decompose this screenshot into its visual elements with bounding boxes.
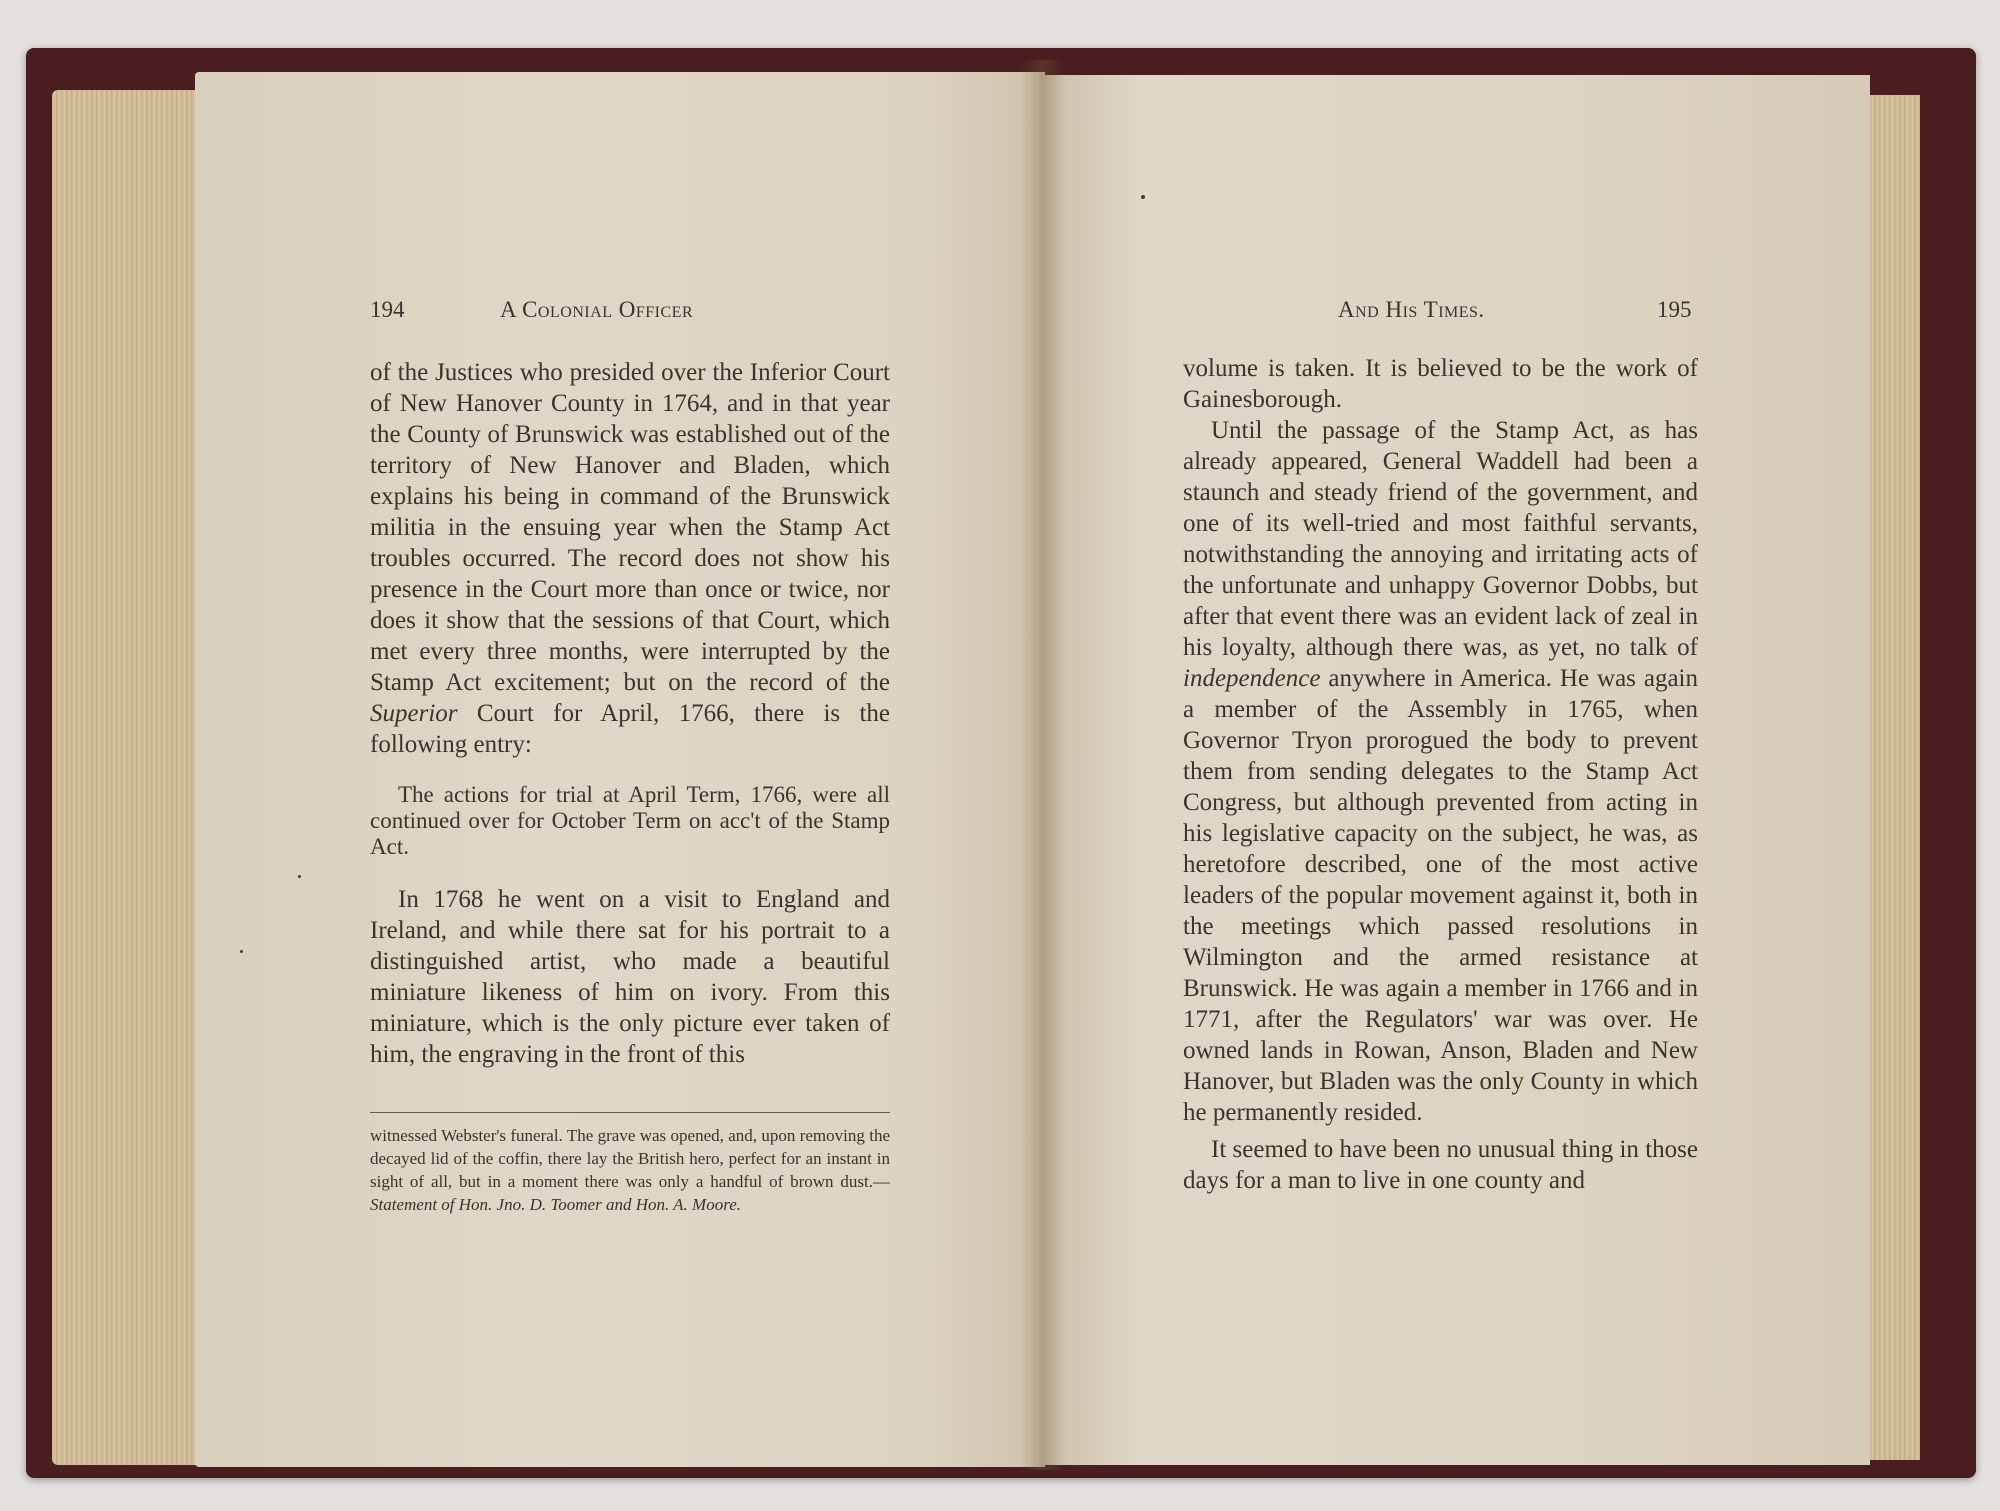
left-paragraph-1 (370, 357, 890, 760)
right-page (1040, 75, 1870, 1465)
right-paragraph-2-start: Until the passage of the Stamp Act, as has already appeared, General Waddell had been a staunch and steady friend of the government, and one of its well-tried and most faithful servants, notwithstanding the annoying and irritating acts of the unfortunate and unhappy Governor Dobbs, but after that event there was an evident lack of zeal in his loyalty, although there was, as yet, no talk of (1183, 417, 1698, 661)
left-italic-word: Superior (370, 700, 458, 727)
left-running-head: A Colonial Officer (500, 297, 694, 322)
book-spine-shadow (1020, 60, 1065, 1470)
right-italic-word: independence (1183, 665, 1321, 692)
footnote-rule (370, 1112, 890, 1113)
left-paragraph-1-end: Court for April, 1766, there is the following entry: (370, 700, 891, 758)
paper-speck (240, 950, 243, 953)
right-paragraph-2 (1183, 415, 1698, 1128)
right-running-head: And His Times. (1338, 297, 1485, 322)
right-paragraph-1: volume is taken. It is believed to be the work of Gainesborough. (1183, 355, 1698, 413)
paper-speck (298, 875, 301, 878)
footnote-citation: Statement of Hon. Jno. D. Toomer and Hon. A. Moore. (370, 1195, 741, 1214)
left-page (195, 72, 1045, 1467)
left-page-number: 194 (370, 297, 405, 322)
footnote-paragraph (370, 1124, 890, 1216)
left-paragraph-1-text: of the Justices who presided over the Inferior Court of New Hanover County in 1764, and in that year the County of Brunswick was established out of the territory of New Hanover and Bladen, which explains his being in command of the Brunswick militia in the ensuing year when the Stamp Act troubles occurred. The record does not show his presence in the Court more than once or twice, nor does it show that the sessions of that Court, which met every three months, were interrupted by the Stamp Act excitement; but on the record of the (370, 359, 890, 696)
right-paragraph-2-end: anywhere in America. He was again a member of the Assembly in 1765, when Governor Tryon prorogued the body to prevent them from sending delegates to the Stamp Act Congress, but although prevented from acting in his legislative capacity on the subject, he was, as heretofore described, one of the most active leaders of the popular movement against it, both in the meetings which passed resolutions in Wilmington and the armed resistance at Brunswick. He was again a member in 1766 and in 1771, after the Regulators' war was over. He owned lands in Rowan, Anson, Bladen and New Hanover, but Bladen was the only County in which he permanently resided. (1183, 665, 1699, 1126)
paper-speck (1141, 195, 1145, 199)
right-main-text (1183, 353, 1698, 1196)
right-page-number: 195 (1657, 297, 1692, 322)
left-page-edges (52, 90, 202, 1465)
footnote-text: witnessed Webster's funeral. The grave was opened, and, upon removing the decayed lid of the coffin, there lay the British hero, perfect for an instant in sight of all, but in a moment there was only a handful of brown dust.— (370, 1126, 890, 1191)
left-paragraph-2: In 1768 he went on a visit to England and Ireland, and while there sat for his portrait to a distinguished artist, who made a beautiful miniature likeness of him on ivory. From this miniature, which is the only picture ever taken of him, the engraving in the front of this (370, 886, 890, 1068)
left-block-quote: The actions for trial at April Term, 1766, were all continued over for October Term on acc't of the Stamp Act. (370, 782, 890, 859)
right-paragraph-3: It seemed to have been no unusual thing in those days for a man to live in one county and (1183, 1136, 1698, 1194)
left-footnote (370, 1124, 890, 1216)
left-main-text (370, 357, 890, 1070)
